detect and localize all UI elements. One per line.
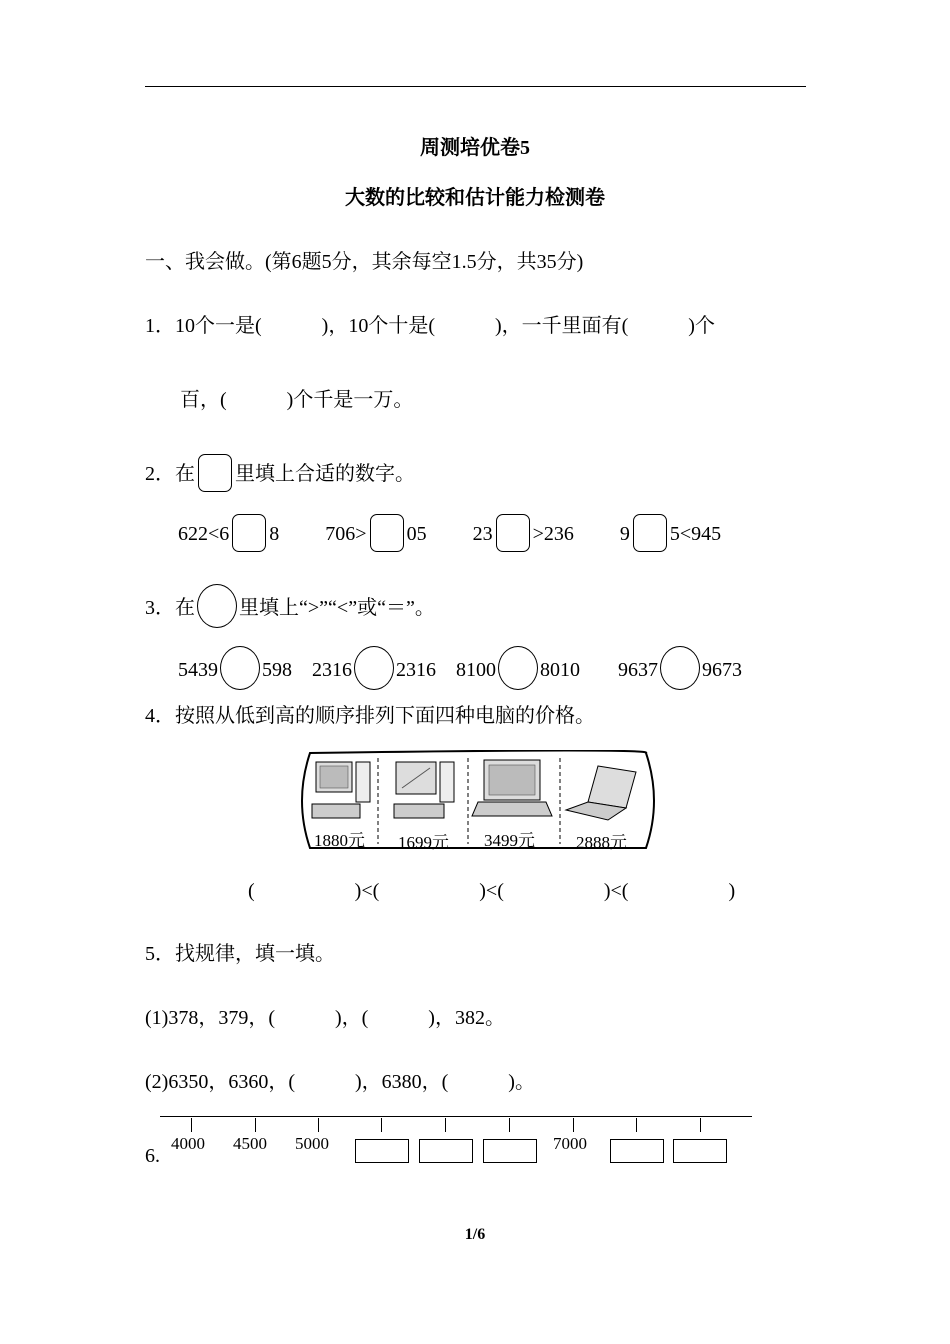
- number-line-tick: [573, 1118, 574, 1132]
- answer-circle[interactable]: [354, 646, 394, 690]
- q3-instruction: [145, 584, 435, 628]
- price-label: 1880元: [314, 831, 365, 850]
- answer-box[interactable]: [633, 514, 667, 552]
- number-line-tick: [700, 1118, 701, 1132]
- header-rule: [145, 86, 806, 87]
- q2-item: 23 >236: [473, 514, 574, 552]
- number-answer-box[interactable]: [355, 1139, 409, 1163]
- number-answer-box[interactable]: [610, 1139, 664, 1163]
- number-answer-box[interactable]: [419, 1139, 473, 1163]
- answer-circle[interactable]: [498, 646, 538, 690]
- computer-price-panel: [296, 750, 658, 852]
- q2-items: [178, 514, 767, 552]
- answer-circle[interactable]: [220, 646, 260, 690]
- answer-square-icon: [198, 454, 232, 492]
- tick-label: 4500: [233, 1134, 267, 1153]
- tick-label: 7000: [553, 1134, 587, 1153]
- q5-text: 5．找规律，填一填。: [145, 943, 335, 965]
- price-label: 2888元: [576, 833, 627, 852]
- price-label: 1699元: [398, 833, 449, 852]
- q4-text: 4．按照从低到高的顺序排列下面四种电脑的价格。: [145, 705, 595, 727]
- number-line-tick: [445, 1118, 446, 1132]
- page-number: 1/6: [464, 1226, 486, 1243]
- q5-sub2: (2)6350，6360，( )，6380，( )。: [145, 1071, 535, 1093]
- page-subtitle: 大数的比较和估计能力检测卷: [345, 187, 605, 209]
- number-answer-box[interactable]: [673, 1139, 727, 1163]
- answer-circle[interactable]: [660, 646, 700, 690]
- answer-circle-icon: [197, 584, 237, 628]
- tick-label: 4000: [171, 1134, 205, 1153]
- q1-line1: 1．10个一是( )，10个十是( )，一千里面有( )个: [145, 315, 715, 337]
- laptop-icon: [472, 760, 552, 816]
- q3-items: [178, 646, 742, 690]
- page-title: 周测培优卷5: [420, 137, 530, 159]
- number-line-tick: [509, 1118, 510, 1132]
- tick-label: 5000: [295, 1134, 329, 1153]
- q2-item: 9 5<945: [620, 514, 721, 552]
- q5-sub1: (1)378，379，( )，( )，382。: [145, 1007, 505, 1029]
- number-line-tick: [255, 1118, 256, 1132]
- answer-box[interactable]: [496, 514, 530, 552]
- answer-box[interactable]: [232, 514, 266, 552]
- number-line-tick: [191, 1118, 192, 1132]
- number-line: [160, 1116, 752, 1117]
- q2-suffix: 里填上合适的数字。: [235, 463, 415, 485]
- q1-line2: 百，( )个千是一万。: [180, 389, 414, 411]
- price-label: 3499元: [484, 831, 535, 850]
- q3-item: 5439 598: [178, 646, 292, 690]
- number-answer-box[interactable]: [483, 1139, 537, 1163]
- q3-prefix: 3．在: [145, 597, 195, 619]
- q3-item: 9637 9673: [618, 646, 742, 690]
- q4-order-line: ( )<( )<( )<( ): [248, 880, 736, 902]
- q2-item: 706> 05: [325, 514, 426, 552]
- q2-instruction: [145, 454, 415, 492]
- number-line-tick: [636, 1118, 637, 1132]
- q3-suffix: 里填上“>”“<”或“＝”。: [239, 597, 435, 619]
- q3-item: 2316 2316: [312, 646, 436, 690]
- q3-item: 8100 8010: [456, 646, 580, 690]
- number-line-tick: [381, 1118, 382, 1132]
- q2-item: 622<6 8: [178, 514, 279, 552]
- q2-prefix: 2．在: [145, 463, 195, 485]
- answer-box[interactable]: [370, 514, 404, 552]
- q6-label: 6.: [145, 1145, 160, 1167]
- section-heading: 一、我会做。(第6题5分，其余每空1.5分，共35分): [145, 251, 584, 273]
- number-line-tick: [318, 1118, 319, 1132]
